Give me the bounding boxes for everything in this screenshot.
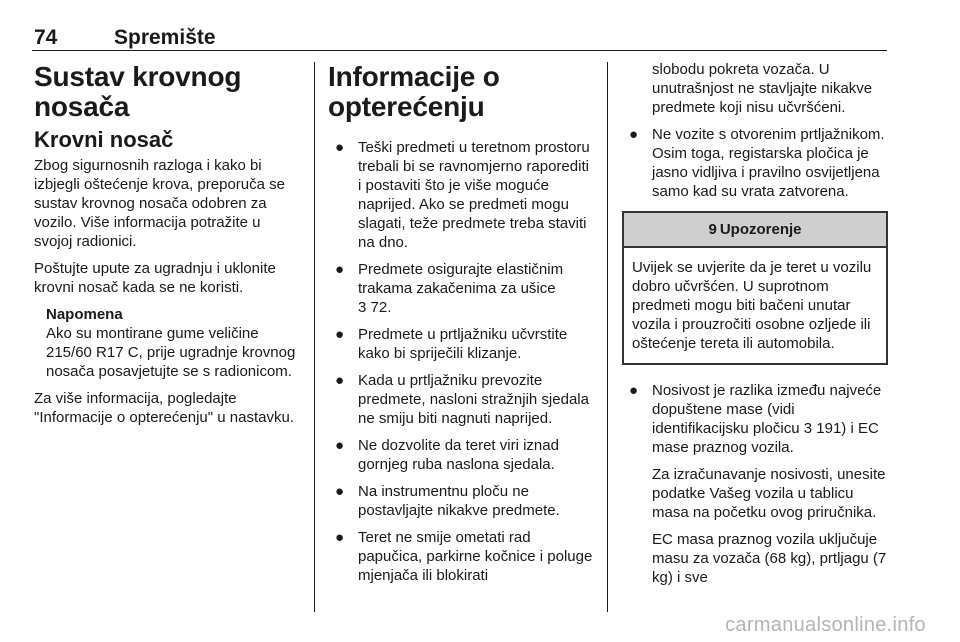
list-item: ● Ne vozite s otvorenim prtljažnikom. Osim toga, registarska pločica je jasno vidljiva i pravilno osvijetljena samo kad su vrata zatvorena. <box>629 126 885 200</box>
warning-title: Upozorenje <box>719 221 802 238</box>
page-number: 74 <box>34 26 58 49</box>
column-2 <box>328 62 596 593</box>
bullet-icon: ● <box>335 261 345 278</box>
list-item: ● Ne dozvolite da teret viri iznad gornjeg ruba naslona sjedala. <box>335 437 559 473</box>
subsection-heading: Krovni nosač <box>34 127 174 152</box>
bullet-icon: ● <box>335 483 345 500</box>
column-1 <box>34 62 302 435</box>
list-item: ● Predmete osigurajte elastičnim trakama zakačenima za ušice 3 72. <box>335 261 564 316</box>
warning-text: Uvijek se uvjerite da je teret u vozilu dobro učvršćen. U suprotnom predmeti mogu biti bačeni unutar vozila i prouzročiti osobne ozljede ili oštećenje tereta ili automobila. <box>632 259 872 352</box>
header-divider <box>32 50 887 51</box>
bullet-list-b <box>622 381 888 587</box>
note-title: Napomena <box>46 306 123 323</box>
bullet-icon: ● <box>335 529 345 546</box>
bullet-icon: ● <box>335 326 345 343</box>
column-divider-2 <box>607 62 608 612</box>
section-heading: Sustav krovnog nosača <box>34 61 242 122</box>
paragraph-1: Zbog sigurnosnih razloga i kako bi izbjegli oštećenje krova, preporuča se sustav krovnog nosača odobren za vozilo. Više informacija potražite u svojoj radionici. <box>34 157 285 250</box>
note-block <box>46 305 302 381</box>
list-item: ● Teški predmeti u teretnom prostoru trebali bi se ravnomjerno raporediti i postaviti što je više moguće naprijed. Ako se predmeti mogu slagati, teže predmete treba staviti na dno. <box>335 139 590 251</box>
list-item: ● Nosivost je razlika između najveće dopuštene mase (vidi identifikacijsku pločicu 3 191) i EC mase praznog vozila. Za izračunavanje nosivosti, unesite podatke Vašeg vozila u tablicu masa na početku ovog priručnika. EC masa praznog vozila uključuje masu za vozača (68 kg), prtljagu (7 kg) i sve <box>629 382 887 586</box>
column-divider-1 <box>314 62 315 612</box>
bullet-list-a <box>622 125 888 201</box>
sub-paragraph-2: EC masa praznog vozila uključuje masu za vozača (68 kg), prtljagu (7 kg) i sve <box>652 531 887 586</box>
bullet-icon: ● <box>335 139 345 156</box>
warning-header <box>624 213 886 248</box>
list-item: ● Teret ne smije ometati rad papučica, parkirne kočnice i poluge mjenjača ili blokirati <box>335 529 593 584</box>
column-3 <box>622 62 888 595</box>
bullet-icon: ● <box>629 382 639 399</box>
load-bullet-list <box>328 138 596 585</box>
paragraph-2: Poštujte upute za ugradnju i uklonite krovni nosač kada se ne koristi. <box>34 260 276 296</box>
paragraph-3: Za više informacija, pogledajte "Informacije o opterećenju" u nastavku. <box>34 390 294 426</box>
watermark: carmanualsonline.info <box>725 614 926 636</box>
page-header <box>34 26 216 50</box>
list-item: ● Kada u prtljažniku prevozite predmete, nasloni stražnjih sjedala ne smiju biti nagnuti naprijed. <box>335 372 589 427</box>
note-text: Ako su montirane gume veličine 215/60 R17 C, prije ugradnje krovnog nosača posavjetujte se s radionicom. <box>46 325 296 380</box>
page-reference[interactable]: 72. <box>370 299 392 316</box>
warning-triangle-icon: 9 <box>708 221 717 238</box>
bullet-icon: ● <box>335 437 345 454</box>
page-reference-arrow-icon: 3 <box>358 299 367 316</box>
section-heading-load: Informacije o opterećenju <box>328 61 500 122</box>
warning-box <box>622 211 888 365</box>
page-reference-arrow-icon: 3 <box>803 420 813 437</box>
bullet-icon: ● <box>335 372 345 389</box>
list-item: ● Predmete u prtljažniku učvrstite kako bi spriječili klizanje. <box>335 326 568 362</box>
continued-text: slobodu pokreta vozača. U unutrašnjost ne stavljajte nikakve predmete koji nisu učvršćeni. <box>652 61 873 116</box>
bullet-icon: ● <box>629 126 639 143</box>
sub-paragraph-1: Za izračunavanje nosivosti, unesite podatke Vašeg vozila u tablicu masa na početku ovog priručnika. <box>652 466 886 521</box>
list-item: ● Na instrumentnu ploču ne postavljajte nikakve predmete. <box>335 483 560 519</box>
section-title: Spremište <box>114 26 216 49</box>
